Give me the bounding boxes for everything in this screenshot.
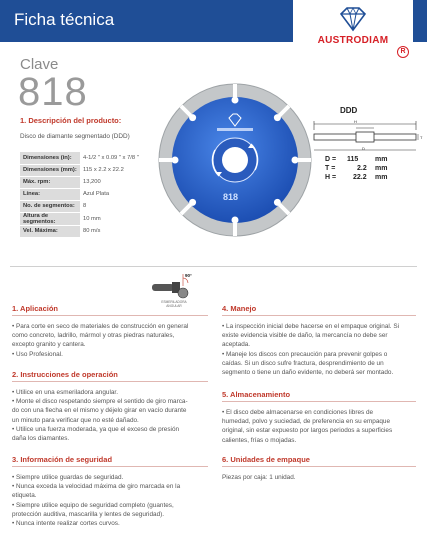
- spec-key: Dimensiones (mm):: [20, 164, 80, 176]
- dimension-key: T =: [325, 165, 336, 172]
- dimension-unit: mm: [375, 174, 388, 181]
- dimension-unit: mm: [375, 165, 388, 172]
- spec-key: Altura de segmentos:: [20, 212, 80, 225]
- profile-drawing: [310, 118, 423, 158]
- text-line: Piezas por caja: 1 unidad.: [222, 474, 296, 481]
- text-line: • Nunca exceda la velocidad máxima de giro marcada en la: [12, 483, 181, 491]
- spec-value: 8: [83, 203, 87, 209]
- grinder-angle-label: 90°: [185, 273, 192, 278]
- spec-row: [20, 188, 166, 200]
- text-line: • Siempre utilice guardas de seguridad.: [12, 474, 124, 481]
- product-description: Disco de diamante segmentado (DDD): [20, 133, 130, 140]
- dimension-row: [325, 165, 425, 174]
- section-rule: [12, 466, 208, 467]
- registered-mark: R: [397, 46, 409, 58]
- text-line: • Para corte en seco de materiales de construcción en general: [12, 323, 189, 330]
- spec-value: 80 m/s: [83, 228, 101, 234]
- diamond-saw-disc-image: [155, 80, 315, 240]
- spec-value: Azul Plata: [83, 191, 110, 197]
- spec-key: No. de segmentos:: [20, 200, 80, 212]
- product-section-title: 1. Descripción del producto:: [20, 116, 122, 125]
- spec-key: Máx. rpm:: [20, 176, 80, 188]
- brand-logo-block: [293, 0, 413, 60]
- text-line: • Utilice una fuerza moderada, ya que el exceso de presión: [12, 425, 180, 433]
- section-rule: [222, 315, 416, 316]
- text-line: • Siempre utilice equipo de seguridad completo (guantes,: [12, 501, 174, 509]
- spec-value: 115 x 2.2 x 22.2: [83, 167, 124, 173]
- h-mark: H: [354, 119, 357, 124]
- t-mark: T: [420, 135, 423, 140]
- text-line: calientes, frías o mojadas.: [222, 436, 297, 444]
- section-divider: [10, 266, 417, 267]
- d-mark: D: [362, 146, 365, 151]
- grinder-caption: [150, 300, 198, 308]
- spec-value: 10 mm: [83, 215, 101, 222]
- section-title-aplicacion: 1. Aplicación: [12, 304, 58, 313]
- grinder-caption-line: ANGULAR: [166, 304, 182, 308]
- text-line: • Utilice en una esmeriladora angular.: [12, 389, 118, 396]
- text-line: • Uso Profesional.: [12, 350, 63, 358]
- spec-table: [20, 152, 166, 238]
- diamond-logo-icon: [337, 6, 369, 32]
- spec-key: Vel. Máxima:: [20, 225, 80, 237]
- section-body-seguridad: [12, 473, 212, 528]
- page-title: Ficha técnica: [14, 10, 115, 29]
- text-line: • Monte el disco respetando siempre el sentido de giro marca-: [12, 398, 188, 406]
- text-line: • La inspección inicial debe hacerse en el empaque original. Si: [222, 323, 400, 330]
- brand-name: AUSTRODIAM: [317, 35, 389, 46]
- spec-key: Línea:: [20, 188, 80, 200]
- spec-row: [20, 200, 166, 212]
- spec-row: [20, 164, 166, 176]
- section-title-seguridad: 3. Información de seguridad: [12, 455, 113, 464]
- spec-row: [20, 152, 166, 164]
- section-body-manejo: [222, 322, 422, 377]
- diamond-saw-disc-icon: [155, 80, 315, 240]
- dimension-list: [325, 156, 425, 183]
- section-body-empaque: [222, 473, 422, 482]
- dimension-unit: mm: [375, 156, 388, 163]
- dimension-row: [325, 174, 425, 183]
- section-rule: [222, 466, 416, 467]
- text-line: aceptada.: [222, 341, 251, 349]
- spec-row: [20, 212, 166, 225]
- section-title-almacenamiento: 5. Almacenamiento: [222, 390, 291, 399]
- dimension-key: D =: [325, 156, 337, 163]
- text-line: • Maneje los discos con precaución para prevenir golpes o: [222, 350, 388, 358]
- spec-value: 13,200: [83, 179, 101, 185]
- text-line: excepto granito y cantera.: [12, 341, 86, 349]
- disc-code-label: 818: [223, 192, 239, 202]
- drawing-label: DDD: [340, 106, 358, 115]
- text-line: daña los diamantes.: [12, 435, 70, 443]
- section-title-manejo: 4. Manejo: [222, 304, 257, 313]
- section-title-empaque: 6. Unidades de empaque: [222, 455, 310, 464]
- section-rule: [222, 401, 416, 402]
- product-code: 818: [18, 70, 88, 114]
- text-line: • Nunca intente realizar cortes curvos.: [12, 520, 120, 528]
- dimension-value: 2.2: [357, 165, 367, 172]
- spec-row: [20, 176, 166, 188]
- text-line: humedad, polvo y suciedad, de preferencia en su empaque: [222, 418, 391, 426]
- spec-key: Dimensiones (in):: [20, 152, 80, 164]
- section-rule: [12, 381, 208, 382]
- text-line: un minuto para verificar que no esté dañado.: [12, 416, 139, 424]
- text-line: protección auditiva, mascarilla y lentes de seguridad).: [12, 510, 165, 518]
- dimension-value: 115: [347, 156, 359, 163]
- text-line: do con una flecha en el mismo y déjelo girar en vacío durante: [12, 407, 187, 415]
- spec-row: [20, 225, 166, 237]
- section-body-instrucciones: [12, 388, 212, 443]
- dimension-key: H =: [325, 174, 337, 181]
- clave-label: Clave: [20, 56, 59, 73]
- section-rule: [12, 315, 208, 316]
- text-line: segmento o tiene un daño evidente, no deberá ser montado.: [222, 369, 394, 377]
- text-line: caídas. Si un disco sufre fractura, desprendimiento de un: [222, 359, 384, 367]
- grinder-caption-line: ESMERILADORA: [161, 300, 187, 304]
- dimension-value: 22.2: [353, 174, 367, 181]
- dimension-row: [325, 156, 425, 165]
- text-line: • El disco debe almacenarse en condiciones libres de: [222, 409, 374, 416]
- spec-value: 4-1/2 " x 0.09 " x 7/8 ": [83, 155, 139, 161]
- text-line: como concreto, ladrillo, mármol y otras piedras naturales,: [12, 332, 175, 340]
- text-line: existe evidencia visible de daño, la mercancía no debe ser: [222, 332, 388, 340]
- section-body-almacenamiento: [222, 408, 422, 445]
- section-title-instrucciones: 2. Instrucciones de operación: [12, 370, 118, 379]
- section-body-aplicacion: [12, 322, 212, 359]
- text-line: etiqueta.: [12, 492, 37, 500]
- text-line: original, sin estar expuesto por largos periodos a superficies: [222, 427, 393, 435]
